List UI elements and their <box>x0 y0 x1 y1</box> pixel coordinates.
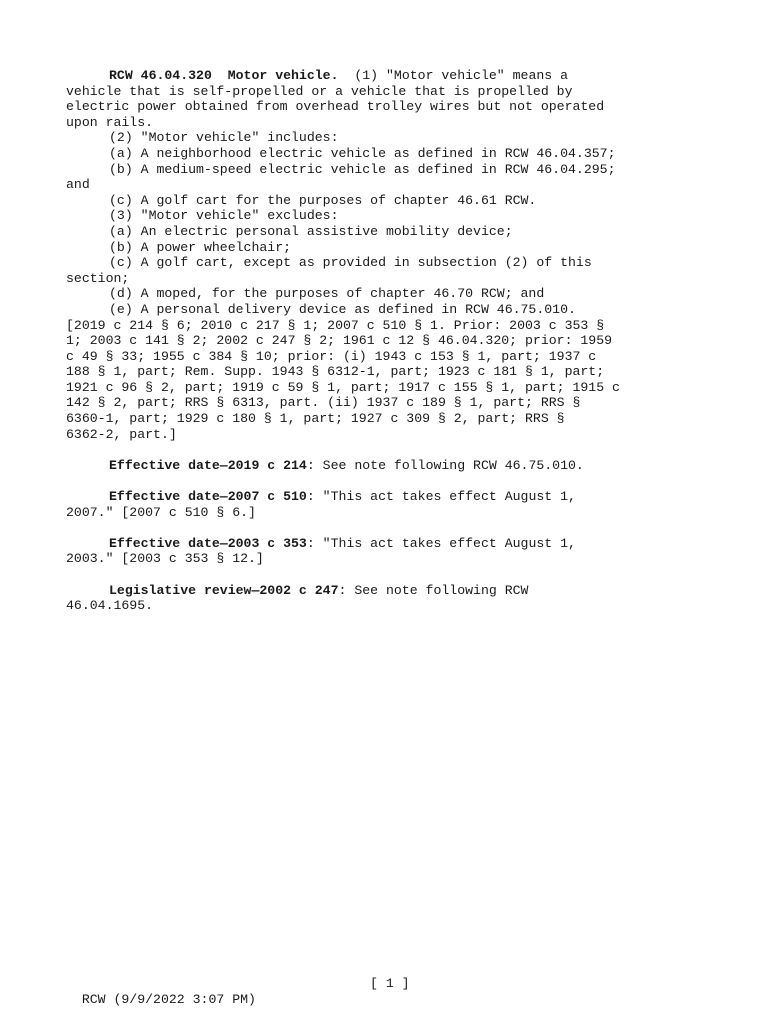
subsection-line: (a) An electric personal assistive mobility device; <box>109 223 513 239</box>
note-label: Legislative review—2002 c 247 <box>109 582 339 598</box>
note-effective-date-2007 <box>66 489 716 505</box>
note-label: Effective date—2007 c 510 <box>109 489 307 505</box>
section-citation: RCW 46.04.320 <box>109 68 212 83</box>
section-body-line: upon rails. <box>66 114 154 130</box>
subsection-line: (e) A personal delivery device as defined in RCW 46.75.010. <box>109 301 576 317</box>
history-line: 6360-1, part; 1929 c 180 § 1, part; 1927 c 309 § 2, part; RRS § <box>66 411 565 427</box>
history-line: 1; 2003 c 141 § 2; 2002 c 247 § 2; 1961 c 12 § 46.04.320; prior: 1959 <box>66 333 613 349</box>
note-text: : See note following RCW 46.75.010. <box>306 457 584 473</box>
page-number: [ 1 ] <box>370 976 410 991</box>
section-body-first: (1) "Motor vehicle" means a <box>354 68 569 83</box>
subsection-line: (2) "Motor vehicle" includes: <box>109 130 339 146</box>
section-body-line: and <box>66 177 90 193</box>
section-title: Motor vehicle. <box>227 68 339 83</box>
note-text: : "This act takes effect August 1, <box>306 535 576 551</box>
history-line: 142 § 2, part; RRS § 6313, part. (ii) 1937 c 189 § 1, part; RRS § <box>66 395 581 411</box>
document-page <box>66 68 716 614</box>
history-line: [2019 c 214 § 6; 2010 c 217 § 1; 2007 c 510 § 1. Prior: 2003 c 353 § <box>66 317 605 333</box>
note-effective-date-2003 <box>66 536 716 552</box>
subsection-line: (b) A power wheelchair; <box>109 239 292 255</box>
note-text: : "This act takes effect August 1, <box>306 489 576 505</box>
note-text: : See note following RCW <box>338 582 529 598</box>
note-text-continued: 2007." [2007 c 510 § 6.] <box>66 504 256 520</box>
note-text-continued: 2003." [2003 c 353 § 12.] <box>66 551 264 567</box>
subsection-line: (a) A neighborhood electric vehicle as defined in RCW 46.04.357; <box>109 145 616 161</box>
note-label: Effective date—2003 c 353 <box>109 535 307 551</box>
section-heading-line <box>66 68 716 84</box>
history-line: 1921 c 96 § 2, part; 1919 c 59 § 1, part; 1917 c 155 § 1, part; 1915 c <box>66 379 620 395</box>
subsection-line: (c) A golf cart, except as provided in subsection (2) of this <box>109 255 592 271</box>
subsection-line: (3) "Motor vehicle" excludes: <box>109 208 339 224</box>
note-text-continued: 46.04.1695. <box>66 598 154 614</box>
history-line: c 49 § 33; 1955 c 384 § 10; prior: (i) 1943 c 153 § 1, part; 1937 c <box>66 348 597 364</box>
history-line: 188 § 1, part; Rem. Supp. 1943 § 6312-1, part; 1923 c 181 § 1, part; <box>66 364 605 380</box>
footer-timestamp: RCW (9/9/2022 3:07 PM) <box>81 991 256 1007</box>
subsection-line: (b) A medium-speed electric vehicle as defined in RCW 46.04.295; <box>109 161 616 177</box>
note-label: Effective date—2019 c 214 <box>109 457 307 473</box>
subsection-line: (d) A moped, for the purposes of chapter 46.70 RCW; and <box>109 286 545 302</box>
section-body-line: section; <box>66 270 130 286</box>
note-effective-date-2019 <box>66 458 716 474</box>
page-footer <box>66 976 410 1023</box>
history-line: 6362-2, part.] <box>66 426 177 442</box>
subsection-line: (c) A golf cart for the purposes of chapter 46.61 RCW. <box>109 192 537 208</box>
section-body-line: vehicle that is self-propelled or a vehicle that is propelled by <box>66 83 573 99</box>
note-legislative-review <box>66 583 716 599</box>
section-body-line: electric power obtained from overhead trolley wires but not operated <box>66 99 605 115</box>
